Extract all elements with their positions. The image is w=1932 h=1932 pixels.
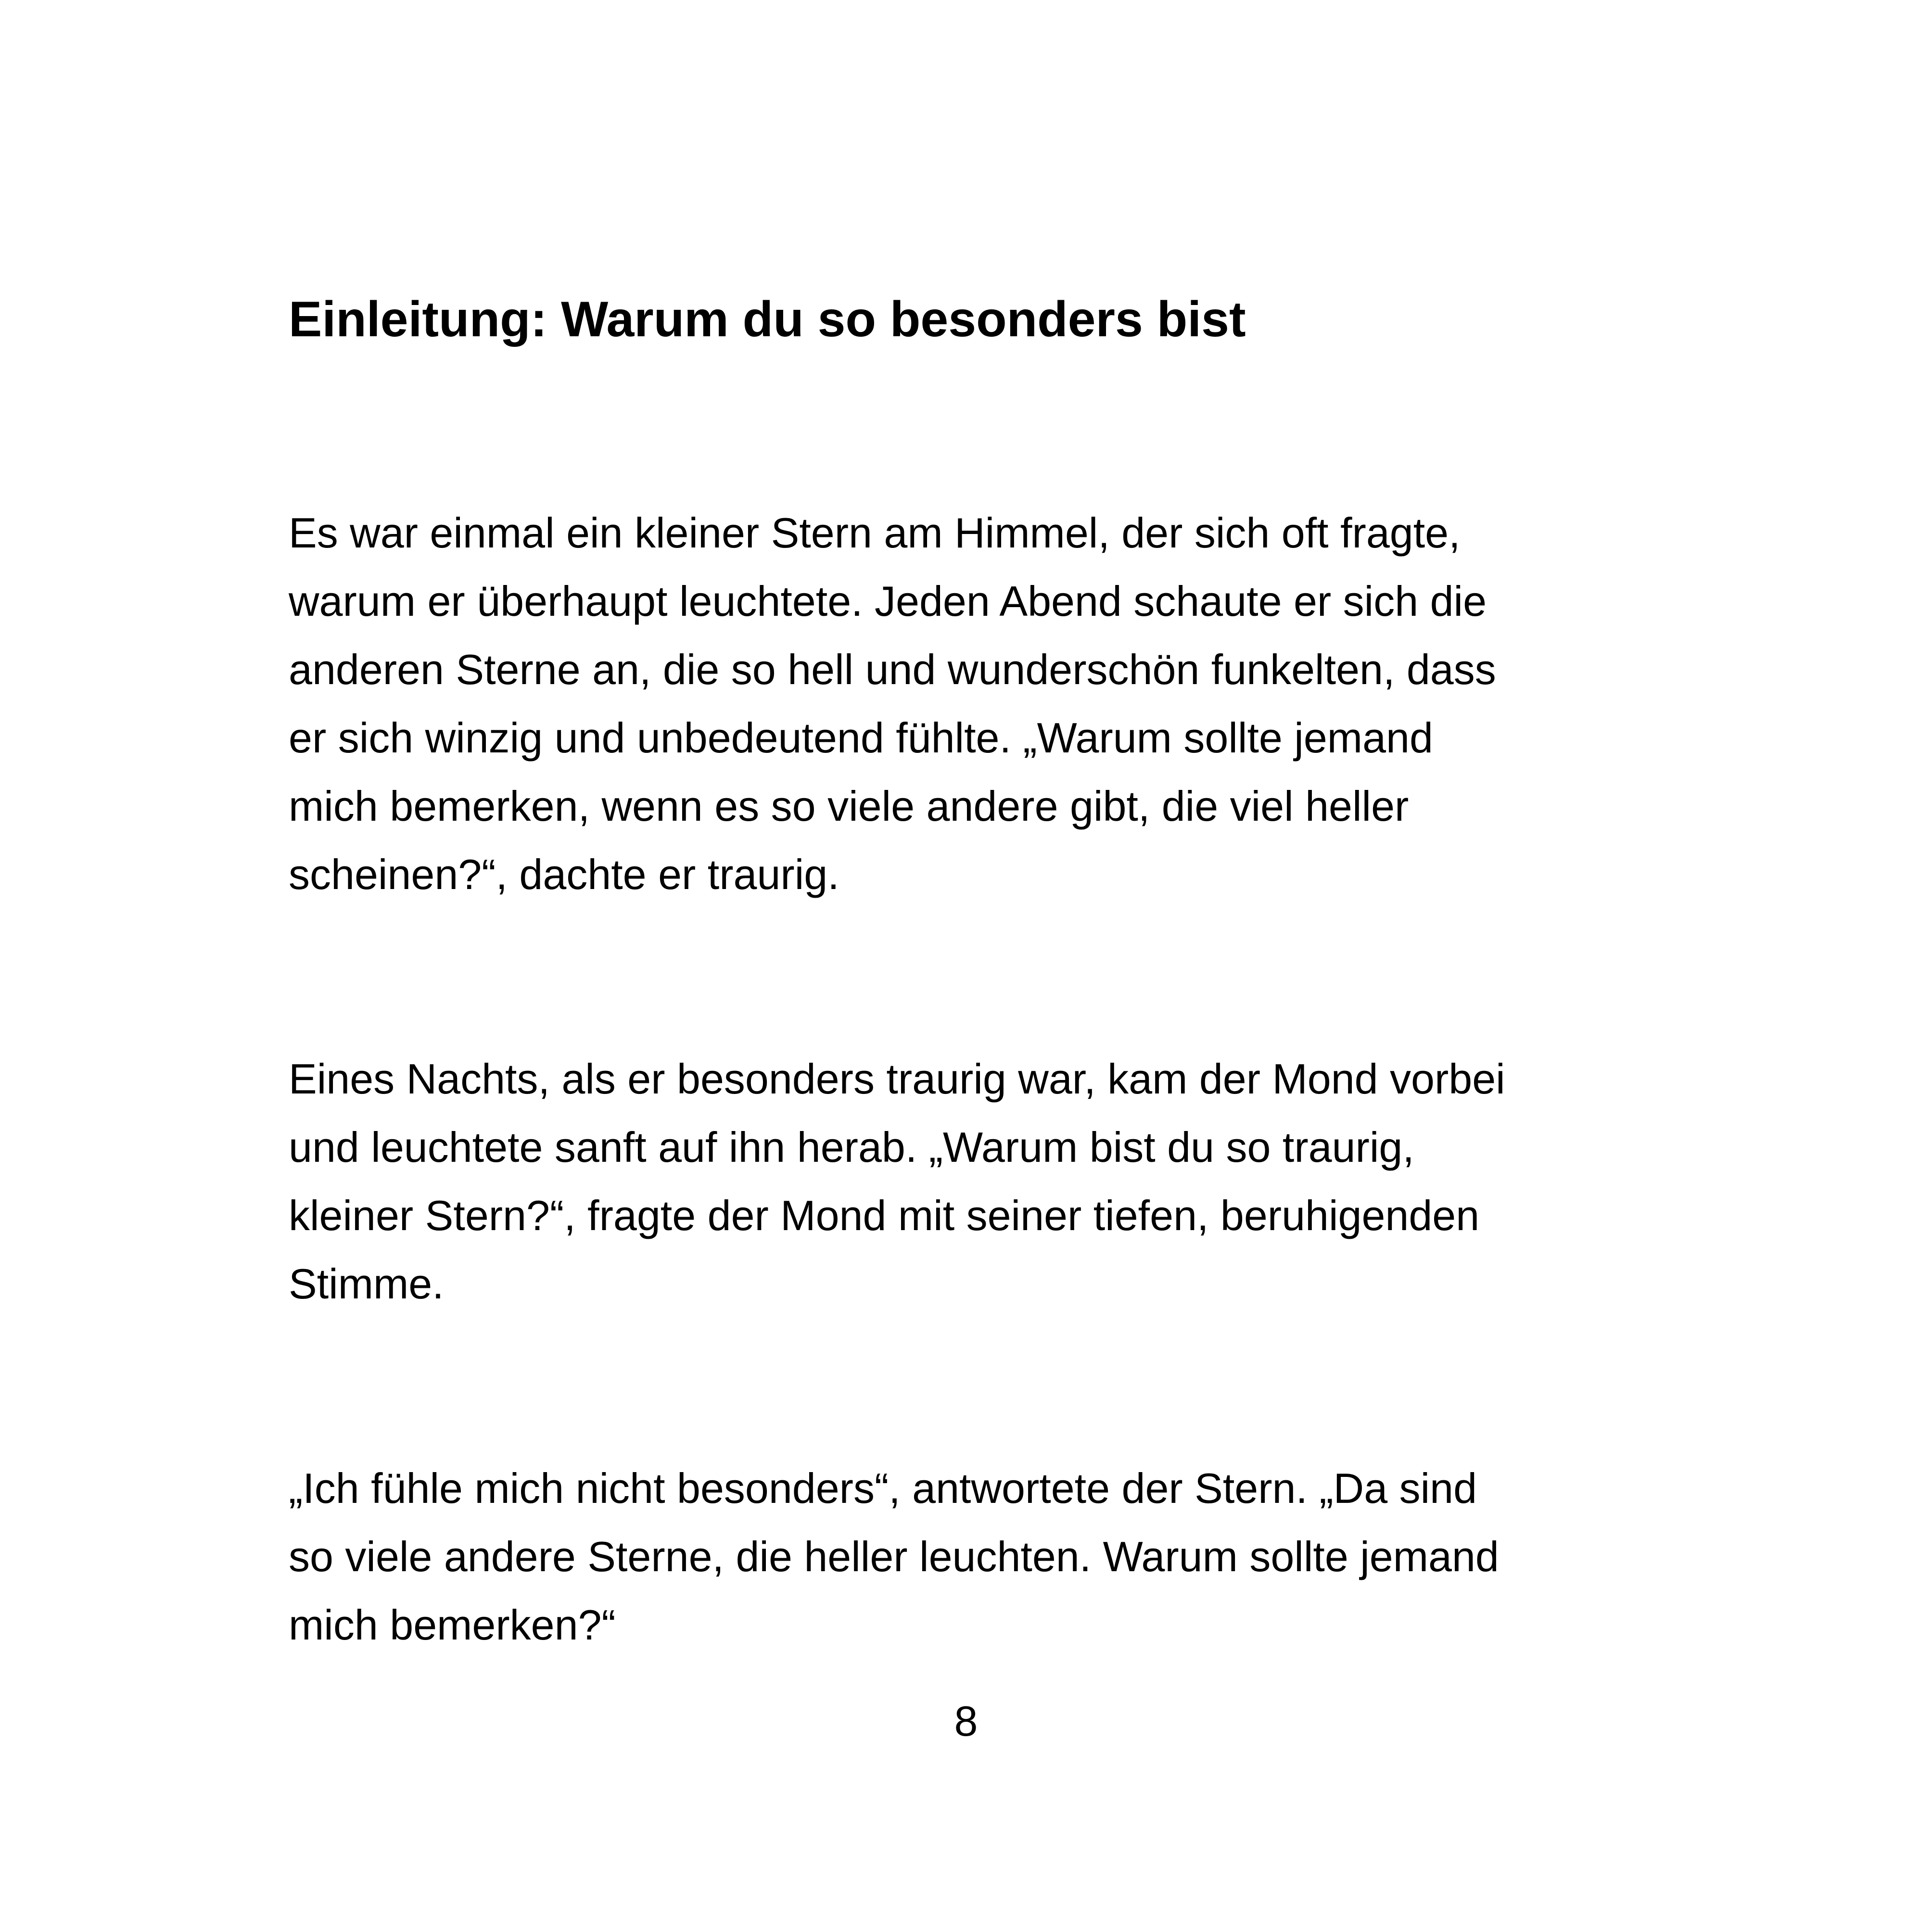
page-title: Einleitung: Warum du so besonders bist [289, 292, 1246, 347]
text-line: Es war einmal ein kleiner Stern am Himmel, der sich oft fragte, [289, 509, 1461, 557]
paragraph-2 [289, 1045, 1665, 1318]
text-line: so viele andere Sterne, die heller leuchten. Warum sollte jemand [289, 1533, 1499, 1580]
paragraph-3 [289, 1454, 1665, 1659]
text-line: Eines Nachts, als er besonders traurig war, kam der Mond vorbei [289, 1055, 1505, 1103]
page-number: 8 [954, 1697, 978, 1745]
text-line: warum er überhaupt leuchtete. Jeden Abend schaute er sich die [289, 577, 1487, 625]
text-line: anderen Sterne an, die so hell und wunderschön funkelten, dass [289, 646, 1496, 693]
text-line: und leuchtete sanft auf ihn herab. „Warum bist du so traurig, [289, 1123, 1414, 1171]
paragraph-1 [289, 499, 1665, 909]
text-line: kleiner Stern?“, fragte der Mond mit seiner tiefen, beruhigenden [289, 1192, 1480, 1239]
text-line: mich bemerken, wenn es so viele andere gibt, die viel heller [289, 782, 1409, 830]
text-line: scheinen?“, dachte er traurig. [289, 851, 839, 898]
text-line: mich bemerken?“ [289, 1601, 616, 1649]
text-line: er sich winzig und unbedeutend fühlte. „Warum sollte jemand [289, 714, 1433, 762]
text-line: „Ich fühle mich nicht besonders“, antwortete der Stern. „Da sind [289, 1464, 1477, 1512]
text-line: Stimme. [289, 1260, 444, 1308]
